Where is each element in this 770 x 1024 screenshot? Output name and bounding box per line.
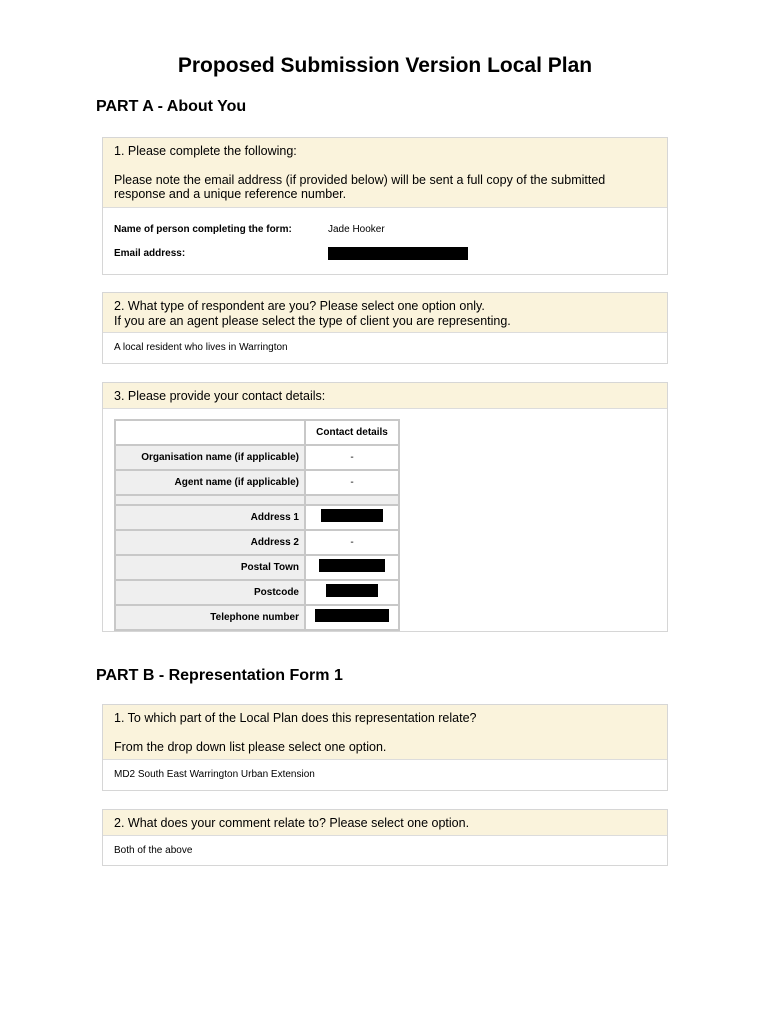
question-text: 1. To which part of the Local Plan does this representation relate?	[114, 711, 477, 725]
name-row	[114, 218, 656, 242]
table-row: Telephone number	[115, 605, 399, 630]
redacted-address-1	[321, 509, 383, 522]
table-row: Address 1	[115, 505, 399, 530]
question-text: 2. What type of respondent are you? Please select one option only.	[114, 299, 485, 313]
question-header	[103, 810, 667, 836]
table-spacer-row	[115, 495, 399, 505]
name-value: Jade Hooker	[328, 224, 385, 235]
question-panel-b2	[102, 809, 668, 866]
question-panel-a2	[102, 292, 668, 364]
page-title: Proposed Submission Version Local Plan	[177, 54, 593, 77]
question-panel-a1	[102, 137, 668, 275]
name-label: Name of person completing the form:	[114, 224, 292, 235]
table-row: Agent name (if applicable) -	[115, 470, 399, 495]
answer-text: A local resident who lives in Warrington	[114, 342, 288, 353]
part-a-heading: PART A - About You	[96, 98, 247, 115]
column-header: Contact details	[305, 420, 399, 445]
email-label: Email address:	[114, 248, 186, 259]
question-note: If you are an agent please select the type of client you are representing.	[114, 313, 511, 328]
answer-text: Both of the above	[114, 844, 193, 856]
question-panel-b1	[102, 704, 668, 791]
question-panel-a3	[102, 382, 668, 632]
part-b-heading: PART B - Representation Form 1	[96, 667, 343, 684]
table-header-row	[115, 420, 399, 445]
redacted-postcode	[326, 584, 378, 597]
question-note: Please note the email address (if provided below) will be sent a full copy of the submitted response and a unique reference number.	[114, 172, 606, 201]
table-row: Address 2 -	[115, 530, 399, 555]
question-text: 1. Please complete the following:	[114, 144, 297, 158]
question-header	[103, 383, 667, 409]
question-header	[103, 705, 667, 760]
answer-text: MD2 South East Warrington Urban Extension	[114, 769, 315, 780]
question-text: 3. Please provide your contact details:	[114, 389, 326, 403]
contact-table-wrap	[103, 409, 667, 640]
answer-body	[103, 208, 667, 275]
table-row: Organisation name (if applicable) -	[115, 445, 399, 470]
contact-details-table	[114, 419, 400, 631]
redacted-postal-town	[319, 559, 385, 572]
redacted-telephone	[315, 609, 389, 622]
email-row	[114, 242, 656, 266]
question-note: From the drop down list please select one option.	[114, 739, 387, 754]
redacted-email	[328, 247, 468, 260]
table-row: Postcode	[115, 580, 399, 605]
question-header	[103, 293, 667, 333]
question-header	[103, 138, 667, 208]
question-text: 2. What does your comment relate to? Please select one option.	[114, 816, 470, 830]
table-row: Postal Town	[115, 555, 399, 580]
